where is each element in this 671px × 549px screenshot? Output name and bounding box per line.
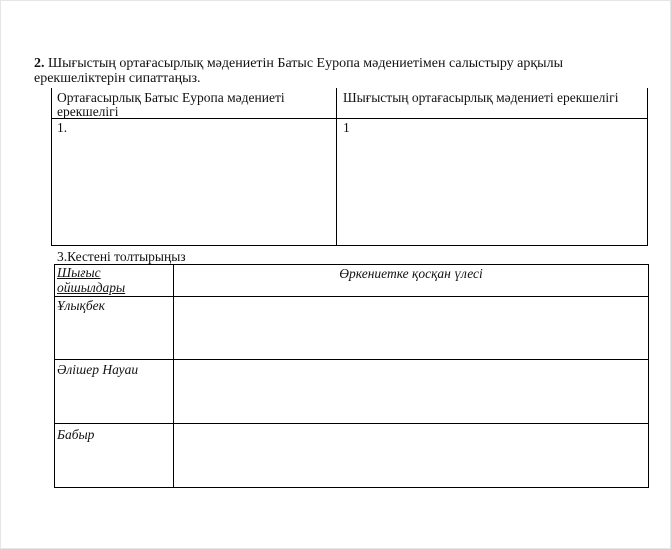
contribution-cell-ulugbek[interactable] [174, 297, 648, 359]
table-border-bottom [54, 487, 649, 488]
comparison-table [51, 88, 648, 246]
table-border-left [54, 264, 55, 488]
contribution-cell-alisher-navoi[interactable] [174, 360, 648, 423]
contribution-cell-babur[interactable] [174, 424, 648, 487]
table-column-divider [336, 88, 337, 246]
task-2-number: 2. [34, 56, 45, 71]
west-europe-answer-cell[interactable]: 1. [57, 120, 68, 135]
table-border-right [647, 88, 648, 246]
task-2-text: Шығыстың ортағасырлық мәдениетін Батыс Еуропа мәдениетімен салыстыру арқылы ерекшеліктерін сипаттаңыз. [34, 56, 563, 86]
thinker-ulugbek: Ұлықбек [57, 298, 105, 313]
thinkers-table [54, 264, 649, 488]
thinker-alisher-navoi: Әлішер Науаи [57, 362, 139, 377]
header-east: Шығыстың ортағасырлық мәдениеті ерекшелігі [343, 90, 619, 105]
header-contribution: Өркениетке қосқан үлесі [339, 266, 483, 281]
table-border-left [51, 88, 52, 246]
header-thinkers: Шығыс ойшылдары [57, 265, 126, 295]
header-west-europe: Ортағасырлық Батыс Еуропа мәдениеті ерекшелігі [57, 90, 285, 119]
thinker-babur: Бабыр [57, 427, 95, 442]
table-border-bottom [51, 245, 648, 246]
table-border-right [648, 264, 649, 488]
task-2-prompt [34, 56, 634, 86]
task-3-prompt: 3.Кестені толтырыңыз [57, 249, 186, 264]
east-answer-cell[interactable]: 1 [343, 120, 350, 135]
